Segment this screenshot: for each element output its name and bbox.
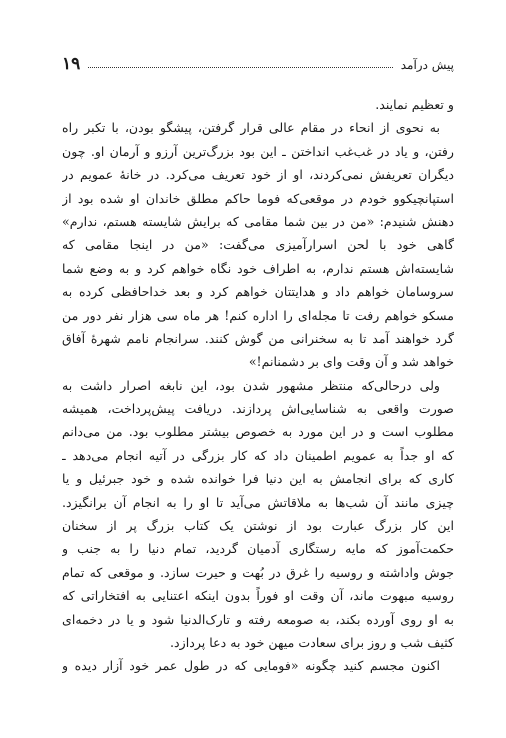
text-line: به نحوی از انحاء در مقام عالی قرار گرفتن، پیشگو بودن، با تکبر راه bbox=[62, 120, 440, 136]
text-line: روسیه مبهوت ماند، آن وقت او فوراً بدون اینکه اعتنایی به افتخاراتی که bbox=[62, 588, 454, 604]
text-line: شایسته‌اش هستم ندارم، به اطراف خود نگاه خواهم کرد و به وضع شما bbox=[62, 260, 454, 276]
text-line: و تعظیم نمایند. bbox=[375, 97, 454, 112]
page-header bbox=[62, 48, 454, 74]
text-line: به او روی آورده بکند، به صومعه رفته و تارک‌الدنیا شود و یا در دخمه‌ای bbox=[62, 611, 454, 627]
text-line: رفتن، و یاد در غب‌غب انداختن ـ این بود بزرگ‌ترین آرزو و آرمان او. چون bbox=[62, 143, 454, 159]
text-line: اکنون مجسم کنید چگونه «فومایی که در طول عمر خود آزار دیده و bbox=[62, 658, 440, 674]
text-line: خواهد شد و آن وقت وای بر دشمنانم!» bbox=[248, 354, 454, 370]
text-line: این کار بزرگ عبارت بود از نوشتن یک کتاب بزرگ پر از سخنان bbox=[62, 518, 454, 534]
text-line: کاری که برای انجامش به این دنیا فرا خوانده شده و خود جبرئیل و یا bbox=[62, 471, 454, 487]
text-line: استپانچیکوو خودم در موقعی‌که فوما حاکم مطلق خاندان او شده بود از bbox=[62, 190, 454, 206]
text-line: دهنش شنیدم: «من در بین شما مقامی که برایش شایسته هستم، ندارم» bbox=[62, 213, 454, 229]
text-line: ولی درحالی‌که منتظر مشهور شدن بود، این نابغه اصرار داشت به bbox=[62, 377, 440, 393]
text-line: گرد خواهند آمد تا به سخنرانی من گوش کنند. سرانجام نامم شهرهٔ آفاق bbox=[62, 330, 454, 346]
page-number: ۱۹ bbox=[62, 54, 81, 74]
body-text bbox=[62, 93, 454, 678]
dotted-leader bbox=[88, 67, 392, 68]
text-line: سروسامان خواهم داد و هدایتتان خواهم کرد و بعد خداحافظی کرده به bbox=[62, 284, 454, 300]
text-line: که او جداً به عمویم اطمینان داد که کار بزرگی در آتیه انجام می‌دهد ـ bbox=[62, 447, 454, 463]
text-line: حکمت‌آموز که مایه رستگاری آدمیان گردید، تمام دنیا را به جنب و bbox=[62, 541, 454, 557]
text-line: چیزی مانند آن شب‌ها به ملاقاتش می‌آید تا او را به انجام آن برانگیزد. bbox=[62, 494, 454, 510]
running-title: پیش درآمد bbox=[400, 58, 454, 72]
text-line: دیگران تعریفش نمی‌کردند، او از خود تعریف می‌کرد. در خانهٔ عمویم در bbox=[62, 167, 454, 183]
text-line: صورت واقعی به شناسایی‌اش پردازند. دریافت پیش‌پرداخت، همیشه bbox=[62, 401, 454, 417]
text-line: مطلوب است و در این مورد به خصوص بیشتر مطلوب بود. من می‌دانم bbox=[62, 424, 454, 440]
text-line: جوش واداشته و روسیه را غرق در بُهت و حیرت سازد. و موقعی که تمام bbox=[62, 564, 454, 580]
text-line: کثیف شب و روز برای سعادت میهن خود به دعا پردازد. bbox=[170, 634, 454, 650]
text-line: مسکو خواهم رفت تا مجله‌ای را اداره کنم! هر ماه سی هزار نفر دور من bbox=[62, 307, 454, 323]
text-line: گاهی خود با لحن اسرارآمیزی می‌گفت: «من در اینجا مقامی که bbox=[62, 237, 454, 253]
